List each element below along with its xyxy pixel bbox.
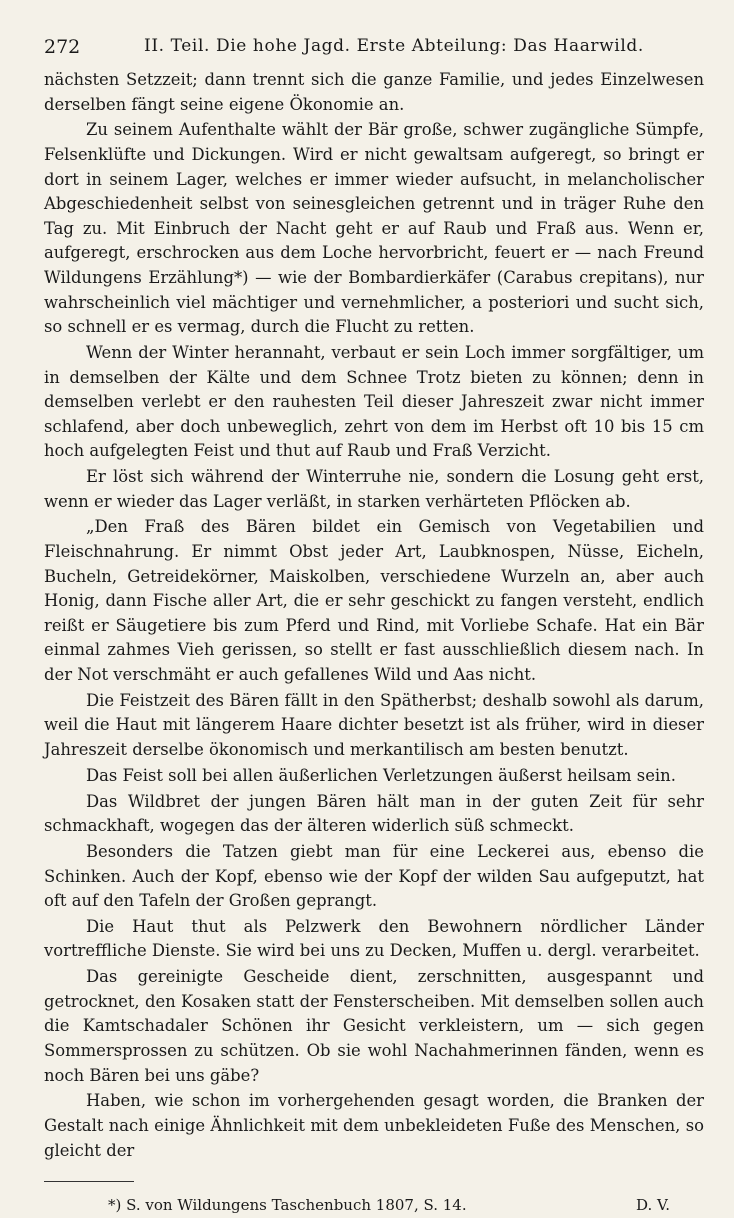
running-head: II. Teil. Die hohe Jagd. Erste Abteilung: Das Haarwild. [144, 36, 644, 56]
footnote-text: *) S. von Wildungens Taschenbuch 1807, S. 14. [108, 1196, 467, 1215]
paragraph: Wenn der Winter herannaht, verbaut er sein Loch immer sorgfältiger, um in demselben der Kälte und dem Schnee Trotz bieten zu können; denn in demselben verlebt er den rauhesten Teil dieser Jahreszeit zwar nicht immer schlafend, aber doch unbeweglich, zehrt von dem im Herbst oft 10 bis 15 cm hoch aufgelegten Feist und thut auf Raub und Fraß Verzicht. [44, 342, 704, 461]
paragraph: Das Wildbret der jungen Bären hält man in der guten Zeit für sehr schmackhaft, wogegen das der älteren widerlich süß schmeckt. [44, 791, 704, 836]
paragraph: Das Feist soll bei allen äußerlichen Verletzungen äußerst heilsam sein. [86, 765, 676, 785]
paragraph: Das gereinigte Gescheide dient, zerschnitten, ausgespannt und getrocknet, den Kosaken statt der Fensterscheiben. Mit demselben sollen auch die Kamtschadaler Schönen ihr Gesicht verkleistern, um — sich gegen Sommersprossen zu schützen. Ob sie wohl Nachahmerinnen fänden, wenn es noch Bären bei uns gäbe? [44, 967, 704, 1085]
footnote-signature: D. V. [635, 1196, 670, 1215]
paragraph: Besonders die Tatzen giebt man für eine Leckerei aus, ebenso die Schinken. Auch der Kopf, ebenso wie der Kopf der wilden Sau aufgeputzt, hat oft auf den Tafeln der Großen geprangt. [44, 841, 704, 911]
paragraph: Er löst sich während der Winterruhe nie, sondern die Losung geht erst, wenn er wieder das Lager verläßt, in starken verhärteten Pflöcken ab. [44, 467, 704, 511]
page-number: 272 [44, 36, 81, 58]
footnote-divider [44, 1181, 134, 1182]
paragraph: nächsten Setzzeit; dann trennt sich die ganze Familie, und jedes Einzelwesen derselben fängt seine eigene Ökonomie an. [44, 70, 704, 114]
body-text [44, 68, 704, 1163]
paragraph: Zu seinem Aufenthalte wählt der Bär große, schwer zugängliche Sümpfe, Felsenklüfte und Dickungen. Wird er nicht gewaltsam aufgeregt, so bringt er dort in seinem Lager, welches er immer wieder aufsucht, in melancholischer Abgeschiedenheit selbst von seinesgleichen getrennt und in träger Ruhe den Tag zu. Mit Einbruch der Nacht geht er auf Raub und Fraß aus. Wenn er, aufgeregt, erschrocken aus dem Loche hervorbricht, feuert er — nach Freund Wildungens Erzählung*) — wie der Bombardierkäfer (Carabus crepitans), nur wahrscheinlich viel mächtiger und vernehmlicher, a posteriori und sucht sich, so schnell er es vermag, durch die Flucht zu retten. [44, 120, 704, 337]
paragraph: Haben, wie schon im vorhergehenden gesagt worden, die Branken der Gestalt nach einige Ähnlichkeit mit dem unbekleideten Fuße des Menschen, so gleicht der [44, 1091, 704, 1160]
page-header [44, 28, 704, 68]
paragraph: Die Feistzeit des Bären fällt in den Spätherbst; deshalb sowohl als darum, weil die Haut mit längerem Haare dichter besetzt ist als früher, wird in dieser Jahreszeit derselbe ökonomisch und merkantilisch am besten benutzt. [44, 690, 704, 759]
footnote [44, 1196, 704, 1218]
paragraph: „Den Fraß des Bären bildet ein Gemisch von Vegetabilien und Fleischnahrung. Er nimmt Obst jeder Art, Laubknospen, Nüsse, Eicheln, Bucheln, Getreidekörner, Maiskolben, verschiedene Wurzeln an, aber auch Honig, dann Fische aller Art, die er sehr geschickt zu fangen versteht, endlich reißt er Säugetiere bis zum Pferd und Rind, mit Vorliebe Schafe. Hat ein Bär einmal zahmes Vieh gerissen, so stellt er fast ausschließlich diesem nach. In der Not verschmäht er auch gefallenes Wild und Aas nicht. [44, 517, 704, 684]
paragraph: Die Haut thut als Pelzwerk den Bewohnern nördlicher Länder vortreffliche Dienste. Sie wird bei uns zu Decken, Muffen u. dergl. verarbeitet. [44, 916, 704, 961]
